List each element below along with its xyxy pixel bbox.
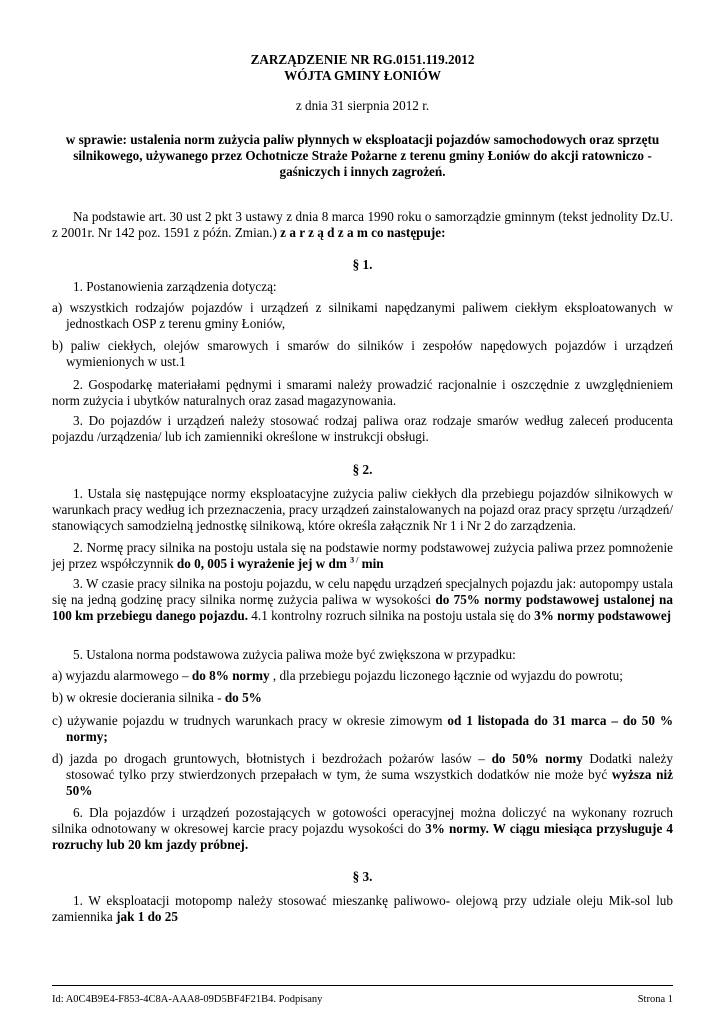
section-3-heading: § 3. — [352, 869, 373, 884]
sec2-a-text: a) wyjazdu alarmowego – — [52, 668, 192, 683]
sec2-p2-bold: do 0, 005 i wyrażenie jej w dm — [176, 556, 347, 571]
sec2-p3-text2: 4.1 kontrolny rozruch silnika na postoju ustala się do — [248, 608, 535, 623]
sec2-d-bold2: wyższa niż 50% — [66, 767, 673, 798]
sec3-p1-text: 1. W eksploatacji motopomp należy stosować mieszankę paliwowo- olejową przy udziale oleju Mik-sol lub zamiennika — [52, 893, 673, 924]
sec1-p1: 1. Postanowienia zarządzenia dotyczą: — [73, 279, 277, 294]
sec2-b-bold: do 5% — [224, 690, 262, 705]
document-subject: w sprawie: ustalenia norm zużycia paliw płynnych w eksploatacji pojazdów samochodowych oraz sprzętu silnikowego, używanego przez Ochotnicze Straże Pożarne z terenu gminy Łoniów do akcji ratowniczo - gaśniczych i innych zagrożeń. — [65, 132, 660, 179]
sec1-item-a: a) wszystkich rodzajów pojazdów i urządzeń z silnikami napędzanymi paliwem ciekłym eksploatowanych w jednostkach OSP z terenu gminy Łoniów, — [52, 300, 673, 331]
sec3-p1 — [52, 893, 673, 925]
sec2-p1: 1. Ustala się następujące normy eksploatacyjne zużycia paliw ciekłych dla przebiegu pojazdów silnikowych w warunkach pracy według ich przeznaczenia, pracy urządzeń zainstalowanych na pojazd oraz pracy sprzętu /urządzeń/ stanowiących samodzielną jednostkę silnikową, które określa załącznik Nr 1 i Nr 2 do zarządzenia. — [52, 486, 673, 533]
sec2-p5: 5. Ustalona norma podstawowa zużycia paliwa może być zwiększona w przypadku: — [73, 647, 516, 662]
document-id: Id: A0C4B9E4-F853-4C8A-AAA8-09D5BF4F21B4. Podpisany — [52, 994, 323, 1005]
sec2-b-text: b) w okresie docierania silnika - — [52, 690, 225, 705]
sec2-d-bold: do 50% normy — [491, 751, 583, 766]
sec2-p2-end: min — [358, 556, 384, 571]
sec2-a-bold: do 8% normy — [191, 668, 270, 683]
sec2-item-d — [52, 751, 673, 799]
preamble-text: Na podstawie art. 30 ust 2 pkt 3 ustawy z dnia 8 marca 1990 roku o samorządzie gminnym (tekst jednolity Dz.U. z 2001r. Nr 142 poz. 1591 z późn. Zmian.) — [52, 209, 673, 240]
sec2-c-text: c) używanie pojazdu w trudnych warunkach pracy w okresie zimowym — [52, 713, 448, 728]
sec3-p1-bold: jak 1 do 25 — [116, 909, 178, 924]
sec2-p3 — [52, 576, 673, 624]
sec2-p6 — [52, 805, 673, 853]
sec2-p2-text: 2. Normę pracy silnika na postoju ustala się na podstawie normy podstawowej zużycia paliwa przez pomnożenie jej przez współczynnik — [52, 540, 673, 571]
sec2-p6-bold: 3% normy. W ciągu miesiąca przysługuje 4 rozruchy lub 20 km jazdy próbnej. — [52, 821, 673, 852]
sec2-p6-text: 6. Dla pojazdów i urządzeń pozostających w gotowości operacyjnej można doliczyć na wykonany rozruch silnika odnotowany w okresowej karcie pracy pojazdu wysokości do — [52, 805, 673, 836]
sec2-item-b — [52, 690, 673, 706]
title-line-1: ZARZĄDZENIE NR RG.0151.119.2012 — [250, 52, 475, 67]
sec2-p2 — [52, 540, 673, 572]
title-line-2: WÓJTA GMINY ŁONIÓW — [284, 68, 441, 83]
section-2-heading: § 2. — [352, 462, 373, 477]
sec2-p3-bold1: do 75% normy podstawowej ustalonej na 100 km przebiegu danego pojazdu. — [52, 592, 673, 623]
document-date: z dnia 31 sierpnia 2012 r. — [295, 98, 430, 113]
preamble-bold: z a r z ą d z a m co następuje: — [280, 225, 446, 240]
document-title — [52, 52, 673, 84]
sec2-d-text2: Dodatki należy stosować tylko przy stwierdzonych przepałach w tym, że suma wszystkich dodatków nie może być — [66, 751, 673, 782]
sec2-item-a — [52, 668, 673, 684]
sec2-p3-bold2: 3% normy podstawowej — [534, 608, 672, 623]
sec1-p2: 2. Gospodarkę materiałami pędnymi i smarami należy prowadzić racjonalnie i oszczędnie z uwzględnieniem norm zużycia i ubytków naturalnych oraz zasad magazynowania. — [52, 377, 673, 408]
preamble — [52, 209, 673, 241]
sec2-d-text: d) jazda po drogach gruntowych, błotnistych i bezdrożach pożarów lasów – — [52, 751, 492, 766]
section-1-heading: § 1. — [352, 257, 373, 272]
sec1-item-b: b) paliw ciekłych, olejów smarowych i smarów do silników i zespołów napędowych pojazdów i urządzeń wymienionych w ust.1 — [52, 338, 673, 369]
sec2-a-end: , dla przebiegu pojazdu liczonego łącznie od wyjazdu do powrotu; — [269, 668, 623, 683]
sec2-c-bold: od 1 listopada do 31 marca – do 50 % normy; — [66, 713, 674, 744]
sec2-p2-sup: 3 / — [350, 555, 359, 565]
page-footer — [52, 985, 673, 1008]
page-number: Strona 1 — [637, 994, 673, 1005]
sec2-p3-text: 3. W czasie pracy silnika na postoju pojazdu, w celu napędu urządzeń specjalnych pojazdu jak: autopompy ustala się na jedną godzinę pracy silnika normę zużycia paliwa w wysokości — [52, 576, 673, 607]
sec2-item-c — [52, 713, 673, 745]
sec1-p3: 3. Do pojazdów i urządzeń należy stosować rodzaj paliwa oraz rodzaje smarów według zaleceń producenta pojazdu /urządzenia/ lub ich zamienniki określone w instrukcji obsługi. — [52, 413, 673, 444]
